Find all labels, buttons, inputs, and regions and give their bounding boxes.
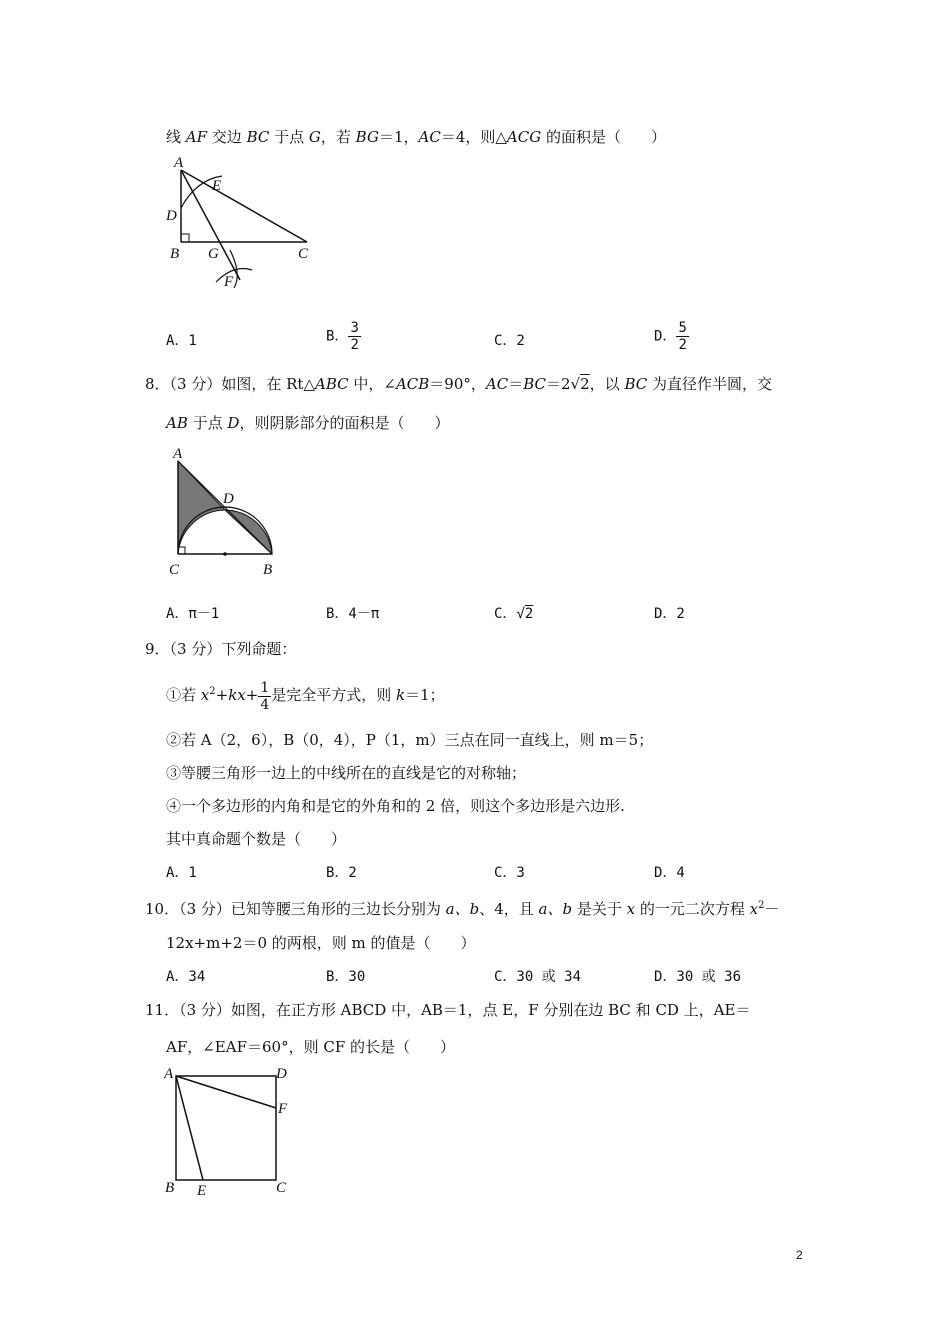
q8-option-a: A．π－1 xyxy=(166,606,220,622)
q9-option-d: D．4 xyxy=(654,865,685,881)
q8-figure xyxy=(165,443,290,583)
q7-label-e: E xyxy=(212,178,222,194)
page-number: 2 xyxy=(796,1248,803,1262)
q7-option-c: C．2 xyxy=(494,333,525,349)
q7-label-d: D xyxy=(166,208,177,224)
q9-statement-1: ①若 $x^2+kx+$ $\frac{1}{4}$ 是完全平方式，则 k＝1； xyxy=(166,679,445,713)
q7-label-b: B xyxy=(170,246,180,262)
q11-label-b: B xyxy=(165,1180,175,1196)
q8-option-c: C．√2 xyxy=(494,606,534,622)
q9-option-a: A．1 xyxy=(166,865,197,881)
q7-option-b: B． $\frac{3}{2}$ xyxy=(326,320,359,353)
q10-stem-line1: 10．（3 分）已知等腰三角形的三边长分别为 a、b、4，且 a、b 是关于 x 的一元二次方程 $x^2-$ xyxy=(145,900,780,918)
q9-ask: 其中真命题个数是（ ） xyxy=(166,830,347,848)
q7-figure xyxy=(160,152,330,292)
q9-option-b: B．2 xyxy=(326,865,357,881)
q8-label-a: A xyxy=(173,446,183,462)
sqrt-symbol: √ xyxy=(570,375,581,393)
q8-option-d: D．2 xyxy=(654,606,685,622)
q9-stem: 9．（3 分）下列命题： xyxy=(145,640,297,658)
q11-figure xyxy=(160,1062,300,1202)
q11-line-ae xyxy=(176,1076,203,1180)
q8-stem-line1: 8．（3 分）如图，在 Rt△ABC 中，∠ACB＝90°，AC＝BC＝2√2，以 BC 为直径作半圆，交 xyxy=(145,375,772,393)
q11-label-a: A xyxy=(164,1066,174,1082)
q7-option-d: D． $\frac{5}{2}$ xyxy=(654,320,687,353)
q8-label-c: C xyxy=(169,562,180,578)
q8-stem-line2: AB 于点 D，则阴影部分的面积是（ ） xyxy=(166,414,450,432)
q11-stem-line1: 11．（3 分）如图，在正方形 ABCD 中，AB＝1，点 E，F 分别在边 BC 和 CD 上，AE＝ xyxy=(145,1001,751,1019)
q11-stem-line2: AF，∠EAF＝60°，则 CF 的长是（ ） xyxy=(166,1038,456,1056)
q9-fraction: $\frac{1}{4}$ xyxy=(260,679,270,713)
q7-option-a: A．1 xyxy=(166,333,197,349)
q7-label-f: F xyxy=(224,274,234,290)
q11-label-f: F xyxy=(278,1101,288,1117)
q8-option-b: B．4－π xyxy=(326,606,380,622)
q7-label-g: G xyxy=(208,246,219,262)
q8-center-point xyxy=(223,552,227,556)
q10-option-c: C．30 或 34 xyxy=(494,969,582,985)
q11-label-c: C xyxy=(276,1180,287,1196)
q9-statement-3: ③等腰三角形一边上的中线所在的直线是它的对称轴； xyxy=(166,764,527,782)
q8-label-d: D xyxy=(223,491,234,507)
q7-stem: 线 AF 交边 BC 于点 G，若 BG＝1，AC＝4，则△ACG 的面积是（ ） xyxy=(166,128,666,146)
q9-statement-4: ④一个多边形的内角和是它的外角和的 2 倍，则这个多边形是六边形. xyxy=(166,797,625,815)
q7-label-a: A xyxy=(174,155,184,171)
q7-option-b-fraction: $\frac{3}{2}$ xyxy=(350,320,359,353)
q7-right-angle xyxy=(181,234,189,242)
q11-line-af xyxy=(176,1076,276,1108)
q7-arc-f1 xyxy=(216,269,252,283)
q9-option-c: C．3 xyxy=(494,865,525,881)
q10-option-b: B．30 xyxy=(326,969,366,985)
q11-label-d: D xyxy=(276,1066,287,1082)
q10-stem-line2: 12x+m+2＝0 的两根，则 m 的值是（ ） xyxy=(166,934,476,952)
q7-label-c: C xyxy=(298,246,309,262)
q10-option-d: D．30 或 36 xyxy=(654,969,742,985)
q8-label-b: B xyxy=(263,562,273,578)
q10-option-a: A．34 xyxy=(166,969,206,985)
q11-label-e: E xyxy=(197,1183,207,1199)
q7-option-d-fraction: $\frac{5}{2}$ xyxy=(678,320,687,353)
q9-statement-2: ②若 A（2，6），B（0，4），P（1，m）三点在同一直线上，则 m＝5； xyxy=(166,731,654,749)
sqrt-symbol: √ xyxy=(516,606,525,622)
